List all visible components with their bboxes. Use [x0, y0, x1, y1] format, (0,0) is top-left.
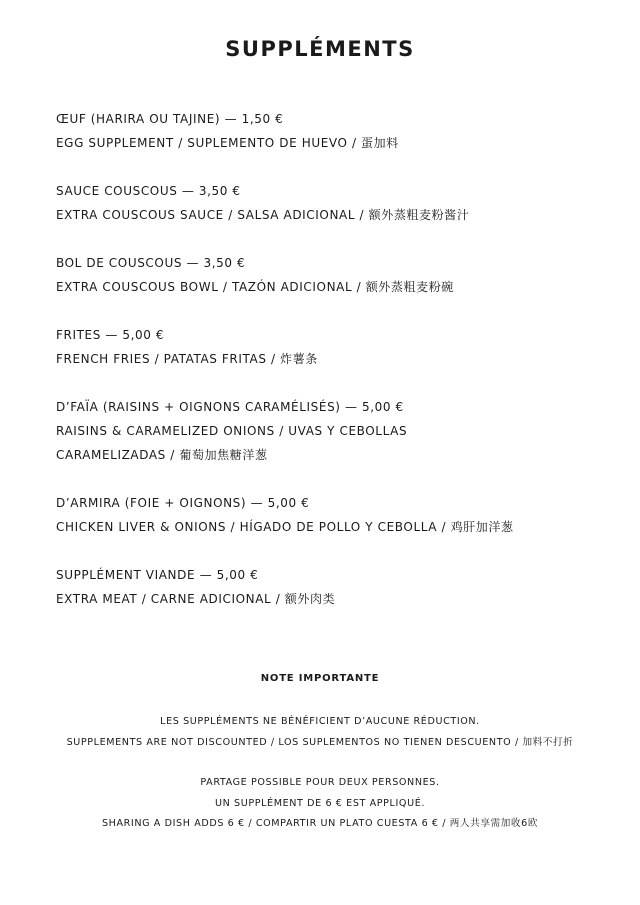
- note-line: UN SUPPLÉMENT DE 6 € EST APPLIQUÉ.: [214, 797, 426, 809]
- item-name-price: ŒUF (HARIRA OU TAJINE) — 1,50 €: [56, 112, 284, 126]
- item-translation: EXTRA MEAT / CARNE ADICIONAL / 额外肉类: [56, 592, 336, 606]
- item-name-price: SUPPLÉMENT VIANDE — 5,00 €: [56, 568, 259, 582]
- supplement-item-dfaia: [56, 395, 616, 467]
- supplement-item-fries: [56, 323, 616, 371]
- note-line: SUPPLEMENTS ARE NOT DISCOUNTED / LOS SUPLEMENTOS NO TIENEN DESCUENTO / 加料不打折: [66, 736, 574, 748]
- note-sharing-paragraph: [0, 773, 640, 835]
- item-name-price: BOL DE COUSCOUS — 3,50 €: [56, 256, 246, 270]
- supplement-item-meat: [56, 563, 616, 611]
- note-title: NOTE IMPORTANTE: [260, 673, 380, 684]
- note-discount-paragraph: [0, 712, 640, 753]
- item-translation: FRENCH FRIES / PATATAS FRITAS / 炸薯条: [56, 352, 318, 366]
- item-name-price: FRITES — 5,00 €: [56, 328, 165, 342]
- item-name-price: SAUCE COUSCOUS — 3,50 €: [56, 184, 241, 198]
- supplement-item-couscous-sauce: [56, 179, 616, 227]
- item-translation-continued: CARAMELIZADAS / 葡萄加焦糖洋葱: [56, 448, 268, 462]
- item-translation: EXTRA COUSCOUS SAUCE / SALSA ADICIONAL / 额外蒸粗麦粉酱汁: [56, 208, 470, 222]
- note-line: PARTAGE POSSIBLE POUR DEUX PERSONNES.: [200, 777, 440, 788]
- important-note: [0, 670, 640, 855]
- supplements-list: [56, 107, 616, 635]
- supplement-item-darmira: [56, 491, 616, 539]
- page-title: SUPPLÉMENTS: [225, 37, 415, 61]
- note-line: SHARING A DISH ADDS 6 € / COMPARTIR UN PLATO CUESTA 6 € / 两人共享需加收6欧: [101, 818, 539, 829]
- note-line: LES SUPPLÉMENTS NE BÉNÉFICIENT D’AUCUNE RÉDUCTION.: [160, 716, 480, 727]
- item-translation: EGG SUPPLEMENT / SUPLEMENTO DE HUEVO / 蛋加料: [56, 136, 399, 150]
- item-translation: CHICKEN LIVER & ONIONS / HÍGADO DE POLLO Y CEBOLLA / 鸡肝加洋葱: [56, 520, 514, 534]
- supplement-item-couscous-bowl: [56, 251, 616, 299]
- supplement-item-egg: [56, 107, 616, 155]
- item-name-price: D’ARMIRA (FOIE + OIGNONS) — 5,00 €: [56, 496, 310, 510]
- item-translation: RAISINS & CARAMELIZED ONIONS / UVAS Y CEBOLLAS: [56, 424, 408, 438]
- item-translation: EXTRA COUSCOUS BOWL / TAZÓN ADICIONAL / 额外蒸粗麦粉碗: [56, 280, 454, 294]
- item-name-price: D’FAÏA (RAISINS + OIGNONS CARAMÉLISÉS) — 5,00 €: [56, 400, 404, 414]
